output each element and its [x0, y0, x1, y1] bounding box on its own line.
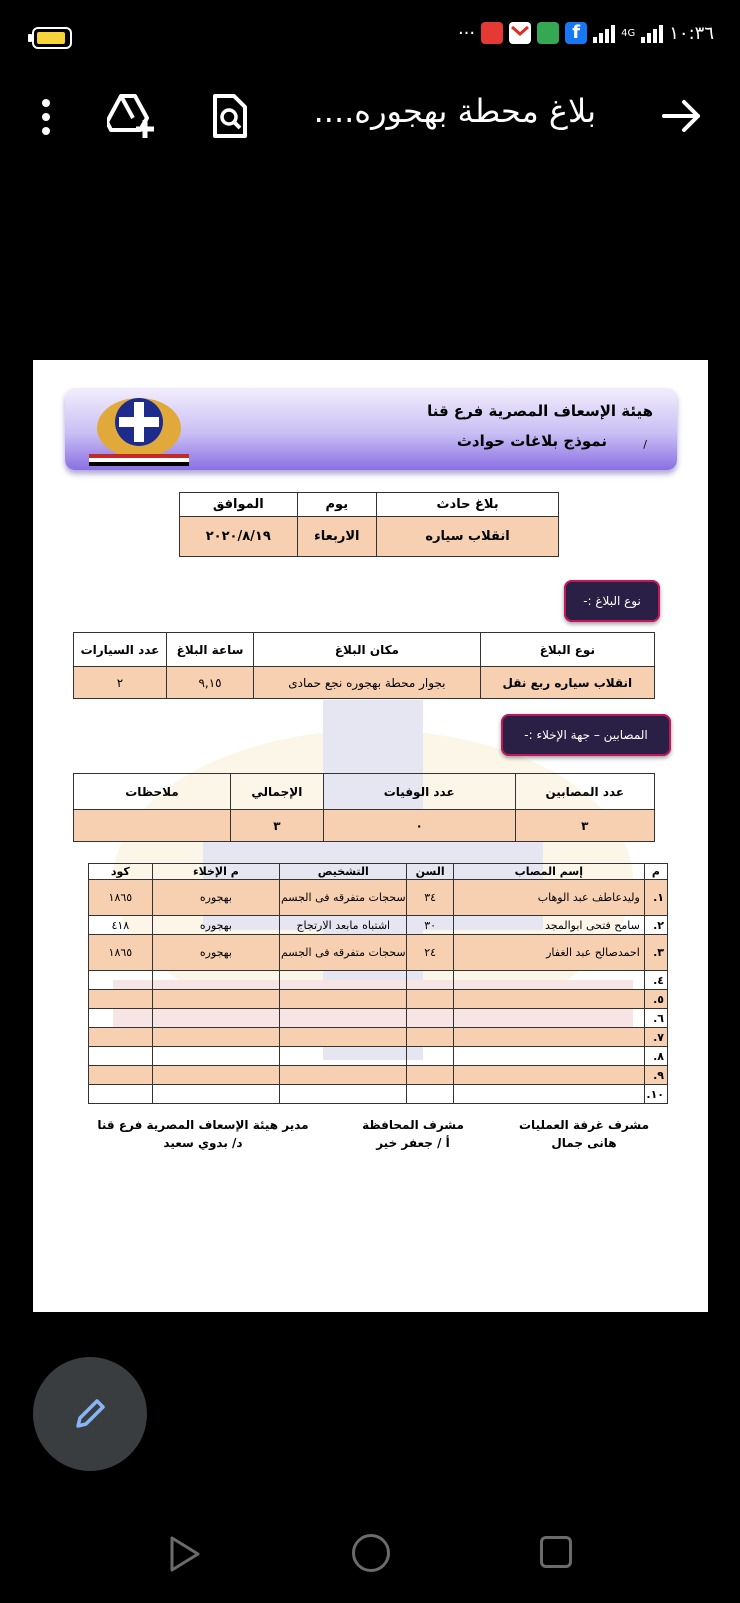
- table-row: [89, 916, 668, 935]
- injured-name: [453, 971, 644, 990]
- signal-icon-2: [641, 23, 663, 43]
- evacuation-point: [152, 1047, 279, 1066]
- injured-code: [89, 971, 153, 990]
- form-slash: /: [643, 438, 647, 451]
- evacuation-point: بهجوره: [152, 916, 279, 935]
- signature-role: مدير هيئة الإسعاف المصرية فرع قنا: [97, 1118, 309, 1132]
- injured-name: [453, 1009, 644, 1028]
- injured-code: [89, 1047, 153, 1066]
- injured-age: ٣٠: [407, 916, 453, 935]
- signature-name: أ / جعفر خير: [376, 1136, 450, 1150]
- table-row: [89, 1047, 668, 1066]
- report-details-table: [73, 632, 655, 699]
- injured-name: [453, 1028, 644, 1047]
- app-bar: [0, 80, 740, 150]
- injured-diagnosis: [280, 1047, 407, 1066]
- signature-governorate: [338, 1116, 488, 1152]
- evacuation-point: [152, 990, 279, 1009]
- add-to-drive-icon[interactable]: [107, 94, 157, 138]
- injured-diagnosis: اشتباه مابعد الارتجاج: [280, 916, 407, 935]
- details-header: ساعة البلاغ: [166, 633, 253, 667]
- casualty-counts-table: [73, 773, 655, 842]
- more-vert-icon[interactable]: [36, 96, 56, 136]
- details-value: ٢: [74, 667, 167, 699]
- signal-icon: [593, 23, 615, 43]
- injured-header: كود: [89, 864, 153, 880]
- injured-code: ١٨٦٥: [89, 935, 153, 971]
- injured-code: [89, 1066, 153, 1085]
- injured-header: السن: [407, 864, 453, 880]
- accident-date: ٢٠٢٠/٨/١٩: [180, 517, 298, 557]
- injured-name: سامح فتحى ابوالمجد: [453, 916, 644, 935]
- document-title: بلاغ محطة بهجوره....: [313, 92, 596, 130]
- injured-diagnosis: [280, 1009, 407, 1028]
- injured-diagnosis: [280, 1066, 407, 1085]
- system-nav-bar: [0, 1520, 740, 1590]
- signature-role: مشرف المحافظة: [362, 1118, 464, 1132]
- casualties-label: المصابين – جهة الإخلاء :-: [501, 714, 671, 756]
- status-bar: [0, 0, 740, 75]
- more-notifications-dots: ···: [457, 22, 476, 44]
- report-header-table: [179, 492, 559, 557]
- document-page[interactable]: [33, 360, 708, 1312]
- injured-table: [88, 863, 668, 1104]
- counts-header: عدد المصابين: [515, 774, 654, 810]
- injured-age: [407, 1009, 453, 1028]
- row-index: ٤.: [644, 971, 667, 990]
- injured-diagnosis: [280, 1028, 407, 1047]
- details-value: ٩,١٥: [166, 667, 253, 699]
- injured-code: [89, 990, 153, 1009]
- signature-director: [93, 1116, 313, 1152]
- clock: ١٠:٣٦: [669, 22, 714, 44]
- evacuation-point: [152, 1066, 279, 1085]
- accident-day: الاربعاء: [297, 517, 377, 557]
- injured-diagnosis: سحجات متفرقه فى الجسم: [280, 935, 407, 971]
- injured-age: [407, 1085, 453, 1104]
- edit-button[interactable]: [33, 1357, 147, 1471]
- row-index: ٢.: [644, 916, 667, 935]
- injured-code: ١٨٦٥: [89, 880, 153, 916]
- injured-header: إسم المصاب: [453, 864, 644, 880]
- report-type-label: نوع البلاغ :-: [564, 580, 660, 622]
- status-icons: [458, 22, 714, 44]
- injured-header: م: [644, 864, 667, 880]
- row-index: ١٠.: [644, 1085, 667, 1104]
- nav-home-icon[interactable]: [352, 1534, 390, 1572]
- col-date: الموافق: [180, 493, 298, 517]
- counts-header: عدد الوفيات: [323, 774, 515, 810]
- injured-name: وليدعاطف عبد الوهاب: [453, 880, 644, 916]
- col-accident: بلاغ حادث: [377, 493, 559, 517]
- signature-name: د/ بدوي سعيد: [163, 1136, 243, 1150]
- evacuation-point: بهجوره: [152, 935, 279, 971]
- network-type: 4G: [621, 27, 636, 39]
- table-row: [89, 935, 668, 971]
- details-value: بجوار محطة بهجوره نجع حمادى: [254, 667, 481, 699]
- injured-name: [453, 1047, 644, 1066]
- details-value: انقلاب سياره ربع نقل: [480, 667, 654, 699]
- row-index: ٦.: [644, 1009, 667, 1028]
- nav-recents-icon[interactable]: [540, 1536, 572, 1568]
- header-banner: [65, 388, 677, 470]
- evacuation-point: [152, 1028, 279, 1047]
- signature-operations: [504, 1116, 664, 1152]
- evacuation-point: [152, 1009, 279, 1028]
- row-index: ٥.: [644, 990, 667, 1009]
- injured-name: [453, 990, 644, 1009]
- accident-type: انقلاب سياره: [377, 517, 559, 557]
- nav-back-icon[interactable]: [168, 1534, 202, 1574]
- counts-value: ٠: [323, 810, 515, 842]
- details-header: نوع البلاغ: [480, 633, 654, 667]
- injured-diagnosis: [280, 971, 407, 990]
- injured-code: ٤١٨: [89, 916, 153, 935]
- youm7-app-icon: [481, 22, 503, 44]
- table-row: [89, 880, 668, 916]
- injured-diagnosis: [280, 990, 407, 1009]
- battery-icon: [32, 27, 72, 49]
- arrow-forward-icon[interactable]: [662, 98, 702, 134]
- injured-age: [407, 1028, 453, 1047]
- injured-name: [453, 1085, 644, 1104]
- injured-name: احمدصالح عبد الغفار: [453, 935, 644, 971]
- injured-age: ٣٤: [407, 880, 453, 916]
- injured-name: [453, 1066, 644, 1085]
- counts-value: [74, 810, 231, 842]
- table-row: [89, 1066, 668, 1085]
- injured-age: ٢٤: [407, 935, 453, 971]
- gmail-icon: [509, 22, 531, 44]
- injured-diagnosis: سحجات متفرقه فى الجسم: [280, 880, 407, 916]
- ambulance-authority-logo: [79, 390, 199, 470]
- evacuation-point: [152, 971, 279, 990]
- signature-name: هانى جمال: [551, 1136, 617, 1150]
- org-name: هيئة الإسعاف المصرية فرع قنا: [427, 402, 653, 420]
- find-in-doc-icon[interactable]: [212, 93, 248, 139]
- messages-icon: [537, 22, 559, 44]
- row-index: ١.: [644, 880, 667, 916]
- table-row: [89, 1028, 668, 1047]
- counts-header: الإجمالي: [230, 774, 323, 810]
- injured-age: [407, 1047, 453, 1066]
- row-index: ٩.: [644, 1066, 667, 1085]
- injured-diagnosis: [280, 1085, 407, 1104]
- counts-value: ٣: [230, 810, 323, 842]
- row-index: ٣.: [644, 935, 667, 971]
- row-index: ٧.: [644, 1028, 667, 1047]
- injured-header: م الإخلاء: [152, 864, 279, 880]
- facebook-icon: f: [565, 22, 587, 44]
- table-row: [89, 971, 668, 990]
- injured-header: التشخيص: [280, 864, 407, 880]
- col-day: يوم: [297, 493, 377, 517]
- injured-age: [407, 990, 453, 1009]
- edit-pencil-icon: [70, 1394, 110, 1434]
- evacuation-point: بهجوره: [152, 880, 279, 916]
- counts-value: ٣: [515, 810, 654, 842]
- injured-code: [89, 1009, 153, 1028]
- table-row: [89, 1009, 668, 1028]
- injured-age: [407, 971, 453, 990]
- row-index: ٨.: [644, 1047, 667, 1066]
- signature-role: مشرف غرفة العمليات: [519, 1118, 649, 1132]
- injured-code: [89, 1028, 153, 1047]
- form-name: نموذج بلاغات حوادث: [456, 432, 607, 450]
- evacuation-point: [152, 1085, 279, 1104]
- counts-header: ملاحظات: [74, 774, 231, 810]
- injured-age: [407, 1066, 453, 1085]
- injured-code: [89, 1085, 153, 1104]
- details-header: عدد السيارات: [74, 633, 167, 667]
- table-row: [89, 1085, 668, 1104]
- details-header: مكان البلاغ: [254, 633, 481, 667]
- table-row: [89, 990, 668, 1009]
